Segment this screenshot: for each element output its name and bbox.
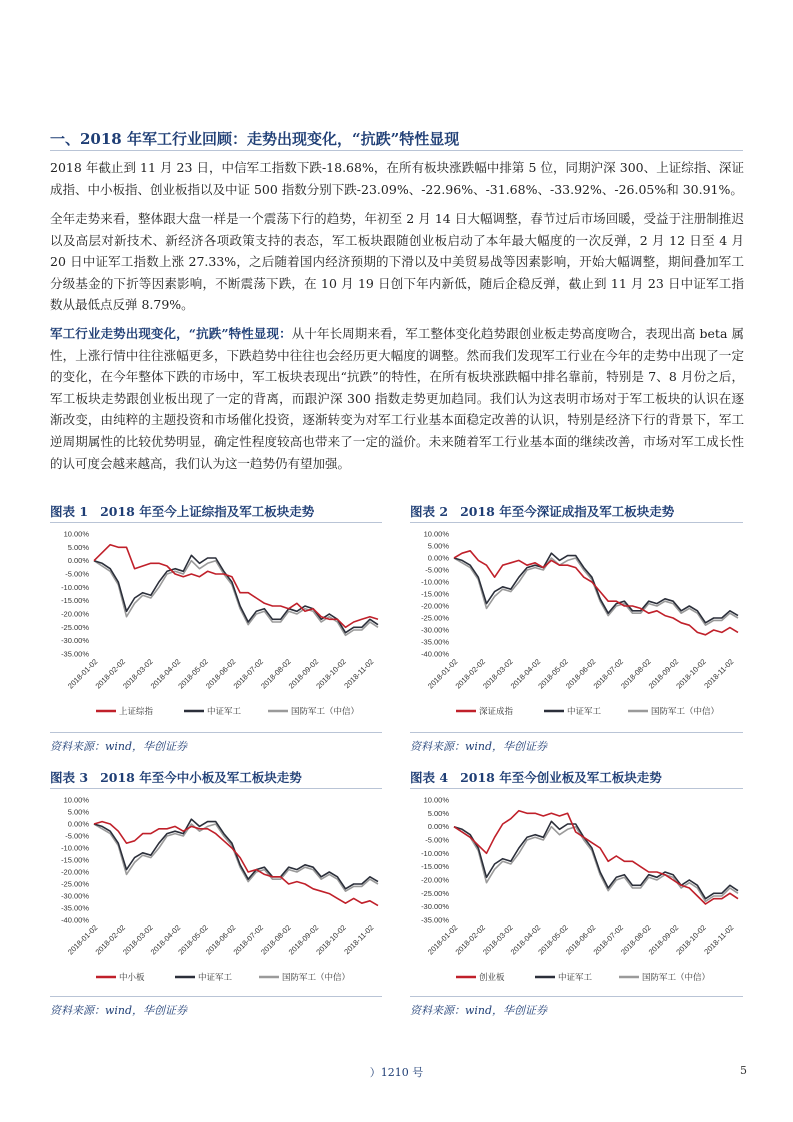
x-tick-label: 2018-09-02 xyxy=(286,657,321,691)
y-tick-label: 5.00% xyxy=(67,542,89,552)
legend-label: 中证军工 xyxy=(567,706,602,716)
paragraph-trend: 全年走势来看，整体跟大盘一样是一个震荡下行的趋势，年初至 2 月 14 日大幅调整，春节过后市场回暖，受益于注册制推迟以及高层对新技术、新经济各项政策支持的表态，军工板块跟随创业板启动了本年最大幅度的一次反弹，2 月 12 日至 4 月 20 日中证军工指数上涨 27.33%，之后随着国内经济预期的下滑以及中美贸易战等因素影响，开始大幅调整，期间叠加军工分级基金的下折等因素影响，不断震荡下跌，在 10 月 19 日创下年内新低，随后企稳反弹，截止到 11 月 23 日中证军工指数从最低点反弹 8.79%。 xyxy=(50,211,744,313)
y-tick-label: -35.00% xyxy=(421,637,449,647)
x-tick-label: 2018-05-02 xyxy=(176,923,210,957)
chart-3-svg xyxy=(50,792,385,992)
x-tick-label: 2018-05-02 xyxy=(536,923,570,957)
figure-1-rule xyxy=(50,522,382,523)
y-tick-label: -5.00% xyxy=(425,835,449,845)
x-tick-label: 2018-06-02 xyxy=(203,657,238,691)
x-tick-label: 2018-09-02 xyxy=(646,657,681,691)
section-divider xyxy=(50,150,743,151)
figure-2-number: 图表 2 xyxy=(410,504,449,519)
x-tick-label: 2018-08-02 xyxy=(259,923,293,957)
x-tick-label: 2018-09-02 xyxy=(286,923,321,957)
x-tick-label: 2018-07-02 xyxy=(231,657,266,691)
figure-2-source: 资料来源：wind，华创证券 xyxy=(410,740,548,753)
paragraph-analysis-body: 从十年长周期来看，军工整体变化趋势跟创业板走势高度吻合，表现出高 beta 属性，上涨行情中往往涨幅更多，下跌趋势中往往也会经历更大幅度的调整。然而我们发现军工行业在今年的走势中出现了一定的变化，在今年整体下跌的市场中，军工板块表现出“抗跌”的特性，在所有板块涨跌幅中排名靠前，特别是 7、8 月份之后，军工板块走势跟创业板出现了一定的背离，而跟沪深 300 指数走势更加趋同。我们认为这表明市场对于军工板块的认识在逐渐改变，由纯粹的主题投资和市场催化投资，逐渐转变为对军工行业基本面稳定改善的认识，特别是经济下行的背景下，军工逆周期属性的比较优势明显，确定性程度较高也带来了一定的溢价。未来随着军工行业基本面的继续改善，市场对军工成长性的认可度会越来越高，我们认为这一趋势仍有望加强。 xyxy=(50,326,744,471)
y-tick-label: -20.00% xyxy=(61,867,89,877)
figure-4-source: 资料来源：wind，华创证券 xyxy=(410,1004,548,1017)
x-tick-label: 2018-03-02 xyxy=(121,657,155,691)
legend-label: 国防军工（中信） xyxy=(291,706,360,716)
series-line-index xyxy=(454,551,738,635)
x-tick-label: 2018-07-02 xyxy=(591,657,626,691)
legend-label: 创业板 xyxy=(479,972,505,982)
legend-label: 国防军工（中信） xyxy=(282,972,351,982)
legend-label: 国防军工（中信） xyxy=(642,972,711,982)
figure-2-title xyxy=(410,502,674,520)
y-tick-label: -25.00% xyxy=(61,879,89,889)
figure-3-number: 图表 3 xyxy=(50,770,89,785)
x-tick-label: 2018-08-02 xyxy=(619,923,653,957)
y-tick-label: -25.00% xyxy=(61,622,89,632)
y-tick-label: -30.00% xyxy=(61,636,89,646)
x-tick-label: 2018-11-02 xyxy=(702,923,736,957)
figure-2-rule xyxy=(410,522,743,523)
x-tick-label: 2018-01-02 xyxy=(65,657,100,691)
x-tick-label: 2018-02-02 xyxy=(93,657,128,691)
series-line-guofang-jungong xyxy=(454,558,738,625)
x-tick-label: 2018-03-02 xyxy=(481,657,515,691)
series-line-guofang-jungong xyxy=(94,824,378,891)
chart-4-svg xyxy=(410,792,745,992)
chart-1-svg xyxy=(50,526,385,726)
paragraph-analysis xyxy=(50,323,744,474)
figure-4-number: 图表 4 xyxy=(410,770,449,785)
x-tick-label: 2018-07-02 xyxy=(591,923,626,957)
figure-1-caption: 2018 年至今上证综指及军工板块走势 xyxy=(100,504,315,519)
x-tick-label: 2018-01-02 xyxy=(65,923,100,957)
y-tick-label: -40.00% xyxy=(421,649,449,659)
y-tick-label: 10.00% xyxy=(423,529,449,539)
x-tick-label: 2018-04-02 xyxy=(148,657,183,691)
figure-1-source-rule xyxy=(50,732,382,733)
series-line-index xyxy=(454,811,738,904)
x-tick-label: 2018-01-02 xyxy=(425,657,460,691)
y-tick-label: -15.00% xyxy=(61,855,89,865)
y-tick-label: 10.00% xyxy=(423,795,449,805)
x-tick-label: 2018-04-02 xyxy=(148,923,183,957)
legend-label: 中证军工 xyxy=(558,972,593,982)
y-tick-label: -20.00% xyxy=(61,609,89,619)
x-tick-label: 2018-04-02 xyxy=(508,923,543,957)
y-tick-label: -35.00% xyxy=(421,915,449,925)
legend-label: 中证军工 xyxy=(198,972,233,982)
y-tick-label: -30.00% xyxy=(421,625,449,635)
page-number: 5 xyxy=(740,1064,747,1077)
y-tick-label: 5.00% xyxy=(427,541,449,551)
figure-2-caption: 2018 年至今深证成指及军工板块走势 xyxy=(460,504,675,519)
legend-label: 中证军工 xyxy=(207,706,242,716)
x-tick-label: 2018-03-02 xyxy=(121,923,155,957)
figure-1-number: 图表 1 xyxy=(50,504,89,519)
y-tick-label: 10.00% xyxy=(63,795,89,805)
chart-3 xyxy=(50,792,385,992)
y-tick-label: -10.00% xyxy=(61,582,89,592)
y-tick-label: -20.00% xyxy=(421,601,449,611)
figure-4-caption: 2018 年至今创业板及军工板块走势 xyxy=(460,770,662,785)
y-tick-label: 0.00% xyxy=(67,556,89,566)
x-tick-label: 2018-11-02 xyxy=(342,923,376,957)
y-tick-label: -10.00% xyxy=(61,843,89,853)
legend-label: 国防军工（中信） xyxy=(651,706,720,716)
y-tick-label: -10.00% xyxy=(421,577,449,587)
y-tick-label: -5.00% xyxy=(65,569,89,579)
x-tick-label: 2018-08-02 xyxy=(259,657,293,691)
y-tick-label: -15.00% xyxy=(421,862,449,872)
y-tick-label: -5.00% xyxy=(65,831,89,841)
x-tick-label: 2018-06-02 xyxy=(563,923,598,957)
y-tick-label: -25.00% xyxy=(421,888,449,898)
y-tick-label: 5.00% xyxy=(427,808,449,818)
paragraph-lead: 军工行业走势出现变化，“抗跌”特性显现： xyxy=(50,326,292,341)
chart-1 xyxy=(50,526,385,726)
series-line-guofang-jungong xyxy=(454,827,738,902)
y-tick-label: 0.00% xyxy=(67,819,89,829)
y-tick-label: 0.00% xyxy=(427,553,449,563)
figure-4-title xyxy=(410,768,662,786)
y-tick-label: -10.00% xyxy=(421,848,449,858)
x-tick-label: 2018-06-02 xyxy=(203,923,238,957)
figure-2-source-rule xyxy=(410,732,743,733)
x-tick-label: 2018-02-02 xyxy=(453,657,488,691)
y-tick-label: -35.00% xyxy=(61,903,89,913)
series-line-index xyxy=(94,545,378,628)
y-tick-label: -40.00% xyxy=(61,915,89,925)
x-tick-label: 2018-02-02 xyxy=(453,923,488,957)
figure-3-title xyxy=(50,768,302,786)
x-tick-label: 2018-05-02 xyxy=(536,657,570,691)
y-tick-label: -15.00% xyxy=(421,589,449,599)
legend-label: 中小板 xyxy=(119,972,145,982)
x-tick-label: 2018-07-02 xyxy=(231,923,266,957)
y-tick-label: 10.00% xyxy=(63,529,89,539)
chart-2 xyxy=(410,526,745,726)
y-tick-label: -30.00% xyxy=(61,891,89,901)
y-tick-label: -20.00% xyxy=(421,875,449,885)
x-tick-label: 2018-05-02 xyxy=(176,657,210,691)
legend-label: 深证成指 xyxy=(479,706,514,716)
y-tick-label: -25.00% xyxy=(421,613,449,623)
x-tick-label: 2018-10-02 xyxy=(674,657,708,691)
figure-3-rule xyxy=(50,788,382,789)
x-tick-label: 2018-11-02 xyxy=(702,657,736,691)
x-tick-label: 2018-10-02 xyxy=(674,923,708,957)
y-tick-label: 0.00% xyxy=(427,822,449,832)
series-line-guofang-jungong xyxy=(94,561,378,636)
figure-4-source-rule xyxy=(410,996,743,997)
x-tick-label: 2018-10-02 xyxy=(314,657,348,691)
figure-4-rule xyxy=(410,788,743,789)
x-tick-label: 2018-03-02 xyxy=(481,923,515,957)
figure-3-source: 资料来源：wind，华创证券 xyxy=(50,1004,188,1017)
footer-text: ）1210 号 xyxy=(369,1066,424,1079)
y-tick-label: -15.00% xyxy=(61,596,89,606)
x-tick-label: 2018-01-02 xyxy=(425,923,460,957)
y-tick-label: -5.00% xyxy=(425,565,449,575)
figure-3-caption: 2018 年至今中小板及军工板块走势 xyxy=(100,770,302,785)
chart-2-svg xyxy=(410,526,745,726)
y-tick-label: -35.00% xyxy=(61,649,89,659)
figure-1-source: 资料来源：wind，华创证券 xyxy=(50,740,188,753)
figure-3-source-rule xyxy=(50,996,382,997)
x-tick-label: 2018-06-02 xyxy=(563,657,598,691)
y-tick-label: -30.00% xyxy=(421,902,449,912)
series-line-index xyxy=(94,822,378,906)
x-tick-label: 2018-11-02 xyxy=(342,657,376,691)
legend-label: 上证综指 xyxy=(119,706,154,716)
x-tick-label: 2018-04-02 xyxy=(508,657,543,691)
figure-1-title xyxy=(50,502,314,520)
x-tick-label: 2018-02-02 xyxy=(93,923,128,957)
paragraph-summary: 2018 年截止到 11 月 23 日，中信军工指数下跌-18.68%，在所有板块涨跌幅中排第 5 位，同期沪深 300、上证综指、深证成指、中小板指、创业板指以及中证 500 指数分别下跌-23.09%、-22.96%、-31.68%、-33.92%、-26.05%和 30.91%。 xyxy=(50,160,744,197)
chart-4 xyxy=(410,792,745,992)
y-tick-label: 5.00% xyxy=(67,807,89,817)
section-title: 一、2018 年军工行业回顾：走势出现变化，“抗跌”特性显现 xyxy=(50,130,460,148)
x-tick-label: 2018-10-02 xyxy=(314,923,348,957)
x-tick-label: 2018-09-02 xyxy=(646,923,681,957)
x-tick-label: 2018-08-02 xyxy=(619,657,653,691)
